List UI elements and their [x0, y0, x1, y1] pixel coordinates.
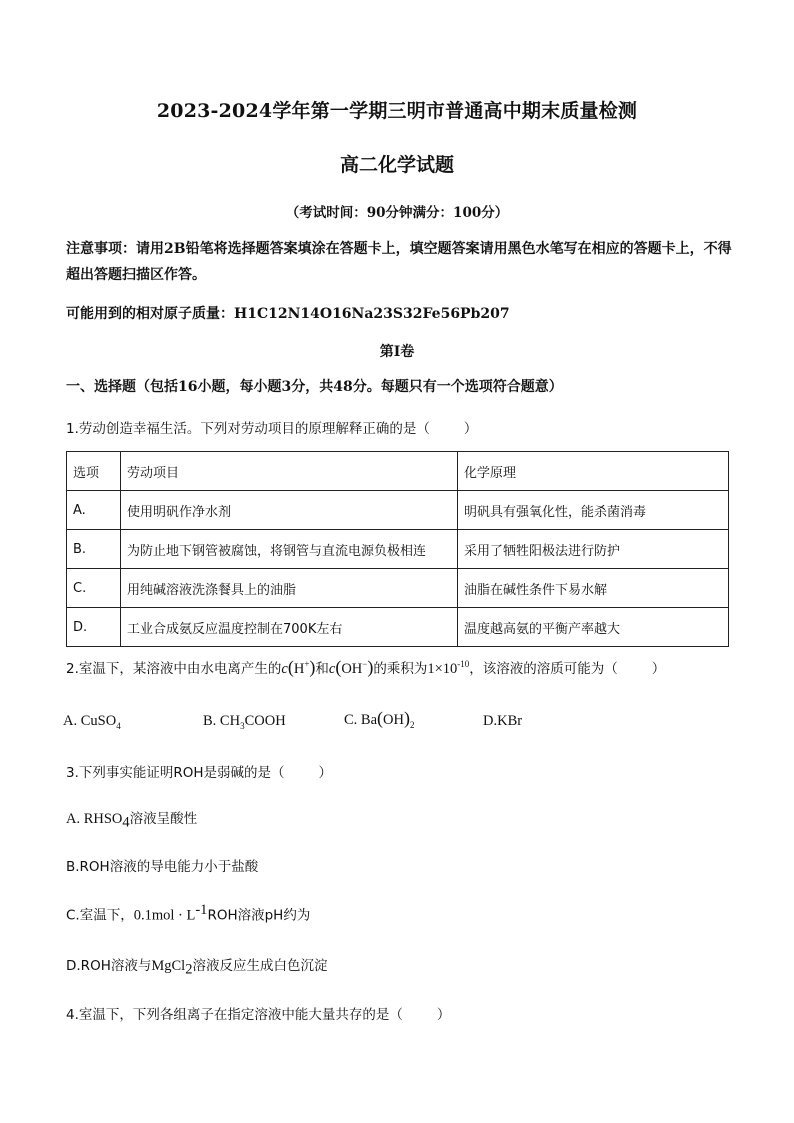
question-2-option-b: B. $CH_3COOH$ — [203, 713, 286, 731]
question-2-option-c: C. $Ba(OH)_2$ — [344, 708, 415, 730]
table-header-cell: 劳动项目 — [121, 452, 458, 491]
question-2-prefix: 2.室温下，某溶液中由水电离产生的 — [66, 661, 282, 677]
table-cell: 工业合成氨反应温度控制在700K左右 — [121, 608, 458, 647]
question-3-stem — [66, 761, 332, 781]
exam-time: （考试时间：90分钟满分：100分） — [285, 205, 509, 221]
product-value: 1×10 — [427, 661, 458, 677]
part-heading: 第Ⅰ卷 — [379, 344, 415, 360]
question-3-option-b: B.ROH溶液的导电能力小于盐酸 — [66, 859, 259, 875]
table-cell: 为防止地下钢管被腐蚀，将钢管与直流电源负极相连 — [121, 530, 458, 569]
exam-title: 2023-2024学年第一学期三明市普通高中期末质量检测 — [156, 100, 638, 122]
hydrogen-ion: H — [293, 661, 305, 677]
table-cell: 用纯碱溶液洗涤餐具上的油脂 — [121, 569, 458, 608]
atomic-mass-line: 可能用到的相对原子质量：H1C12N14O16Na23S32Fe56Pb207 — [66, 306, 510, 322]
table-header-row — [67, 452, 729, 491]
question-1-close: ） — [463, 421, 478, 437]
table-cell: 油脂在碱性条件下易水解 — [458, 569, 729, 608]
question-1-text: 1.劳动创造幸福生活。下列对劳动项目的原理解释正确的是（ — [66, 421, 430, 437]
table-cell: 使用明矾作净水剂 — [121, 491, 458, 530]
question-2-and: 和 — [315, 661, 329, 677]
table-row — [67, 491, 729, 530]
question-4-text: 4.室温下，下列各组离子在指定溶液中能大量共存的是（ — [66, 1007, 403, 1023]
table-cell: D. — [67, 608, 121, 647]
concentration-symbol: c — [281, 661, 288, 677]
product-exponent: -10 — [457, 659, 470, 670]
question-4-close: ） — [436, 1007, 451, 1023]
table-row — [67, 569, 729, 608]
table-cell: 采用了牺牲阳极法进行防护 — [458, 530, 729, 569]
question-2-close: ） — [651, 661, 666, 677]
table-cell: 温度越高氨的平衡产率越大 — [458, 608, 729, 647]
question-1-table — [66, 451, 729, 647]
section-heading: 一、选择题（包括16小题，每小题3分，共48分。每题只有一个选项符合题意） — [66, 379, 563, 395]
exam-notes: 注意事项：请用2B铅笔将选择题答案填涂在答题卡上，填空题答案请用黑色水笔写在相应的答题卡上，不得超出答题扫描区作答。 — [66, 241, 732, 283]
concentration-symbol: c — [328, 661, 336, 677]
question-4-stem — [66, 1003, 450, 1023]
question-3-option-d: D.ROH溶液与MgCl$_2$溶液反应生成白色沉淀 — [66, 958, 328, 978]
question-3-option-c: C.室温下，$0.1mol \cdot L^{-1}ROH$溶液pH约为 — [66, 902, 311, 924]
table-header-cell: 化学原理 — [458, 452, 729, 491]
exam-subtitle: 高二化学试题 — [339, 154, 454, 176]
table-row — [67, 608, 729, 647]
table-cell: C. — [67, 569, 121, 608]
hydroxide-ion: OH — [341, 661, 363, 677]
table-header-cell: 选项 — [67, 452, 121, 491]
question-3-text: 3.下列事实能证明ROH是弱碱的是（ — [66, 765, 285, 781]
question-1-stem — [66, 417, 477, 437]
question-2-product: 的乘积为 — [373, 661, 428, 677]
question-3-close: ） — [318, 765, 333, 781]
table-cell: B. — [67, 530, 121, 569]
table-row — [67, 530, 729, 569]
question-2-suffix: ，该溶液的溶质可能为（ — [469, 661, 618, 677]
question-2-option-d: D.KBr — [483, 713, 523, 729]
question-2-stem: 2.室温下，某溶液中由水电离产生的c(H+)和c(OH−)的乘积为$1\times 10^{-10}$，该溶液的溶质可能为（ ） — [66, 657, 666, 677]
question-3-option-a: A. $RHSO_4$溶液呈酸性 — [66, 811, 198, 831]
table-cell: 明矾具有强氧化性，能杀菌消毒 — [458, 491, 729, 530]
table-cell: A. — [67, 491, 121, 530]
question-2-option-a: A. CuSO$_4$ — [63, 713, 121, 731]
